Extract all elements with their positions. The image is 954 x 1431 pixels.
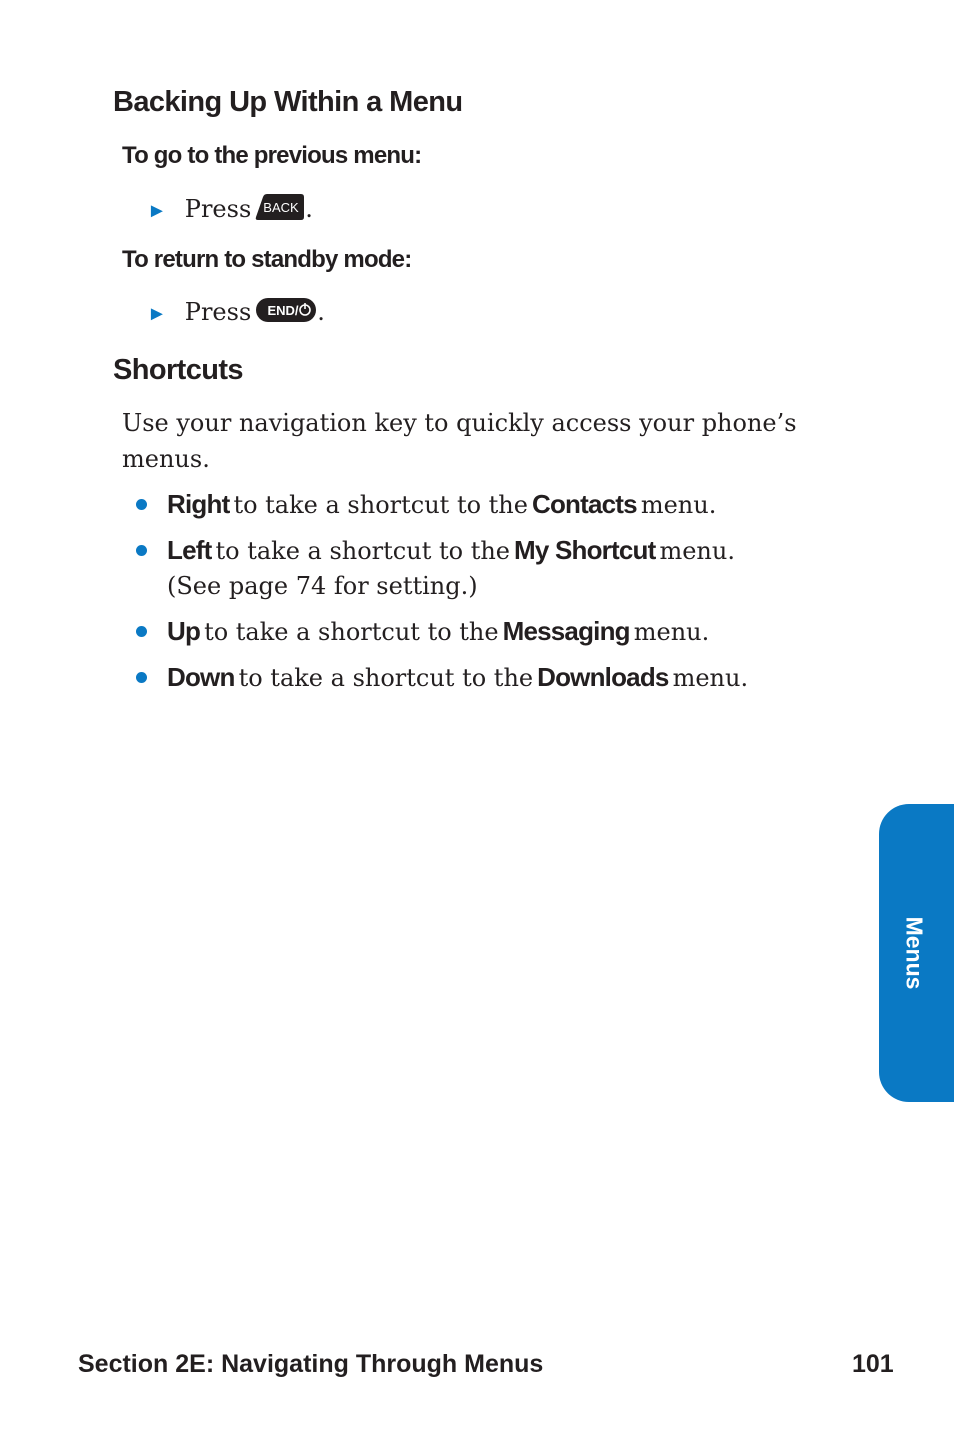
side-tab — [879, 804, 954, 1102]
back-key-icon — [255, 193, 305, 226]
bullet-dot-icon — [136, 672, 147, 683]
shortcuts-intro-line1: Use your navigation key to quickly access your phone’s — [122, 409, 797, 437]
previous-menu-label: To go to the previous menu: — [122, 142, 422, 169]
bullet-dot-icon — [136, 626, 147, 637]
svg-text:END/: END/ — [267, 303, 299, 318]
bullet-dot-icon — [136, 545, 147, 556]
step-press-end: ► Press END/ . — [147, 298, 325, 326]
shortcut-key: Left — [167, 535, 212, 565]
shortcut-key: Down — [167, 662, 235, 692]
standby-mode-label: To return to standby mode: — [122, 246, 412, 273]
page-number: 101 — [852, 1350, 894, 1378]
section-heading-backing-up: Backing Up Within a Menu — [113, 86, 463, 118]
shortcut-menu-name: Contacts — [531, 489, 637, 519]
list-item: Right to take a shortcut to the Contacts menu. — [136, 489, 716, 520]
arrow-bullet-icon: ► — [147, 303, 167, 325]
arrow-bullet-icon: ► — [147, 200, 167, 222]
bullet-dot-icon — [136, 499, 147, 510]
list-item: Down to take a shortcut to the Downloads menu. — [136, 662, 748, 693]
footer-section-title: Section 2E: Navigating Through Menus — [78, 1350, 544, 1378]
shortcut-menu-name: My Shortcut — [514, 535, 656, 565]
shortcut-key: Up — [167, 616, 201, 646]
list-item-note: (See page 74 for setting.) — [167, 572, 478, 600]
shortcuts-intro-line2: menus. — [122, 445, 210, 473]
list-item: Left to take a shortcut to the My Shortcut menu. — [136, 535, 735, 566]
shortcut-menu-name: Downloads — [537, 662, 669, 692]
list-item: Up to take a shortcut to the Messaging menu. — [136, 616, 709, 647]
side-tab-label: Menus — [901, 916, 928, 990]
end-power-key-icon — [255, 297, 317, 328]
shortcut-menu-name: Messaging — [502, 616, 630, 646]
step-press-back: ► Press BACK . — [147, 193, 313, 226]
shortcut-key: Right — [167, 489, 230, 519]
svg-text:BACK: BACK — [263, 200, 299, 215]
section-heading-shortcuts: Shortcuts — [113, 354, 243, 386]
